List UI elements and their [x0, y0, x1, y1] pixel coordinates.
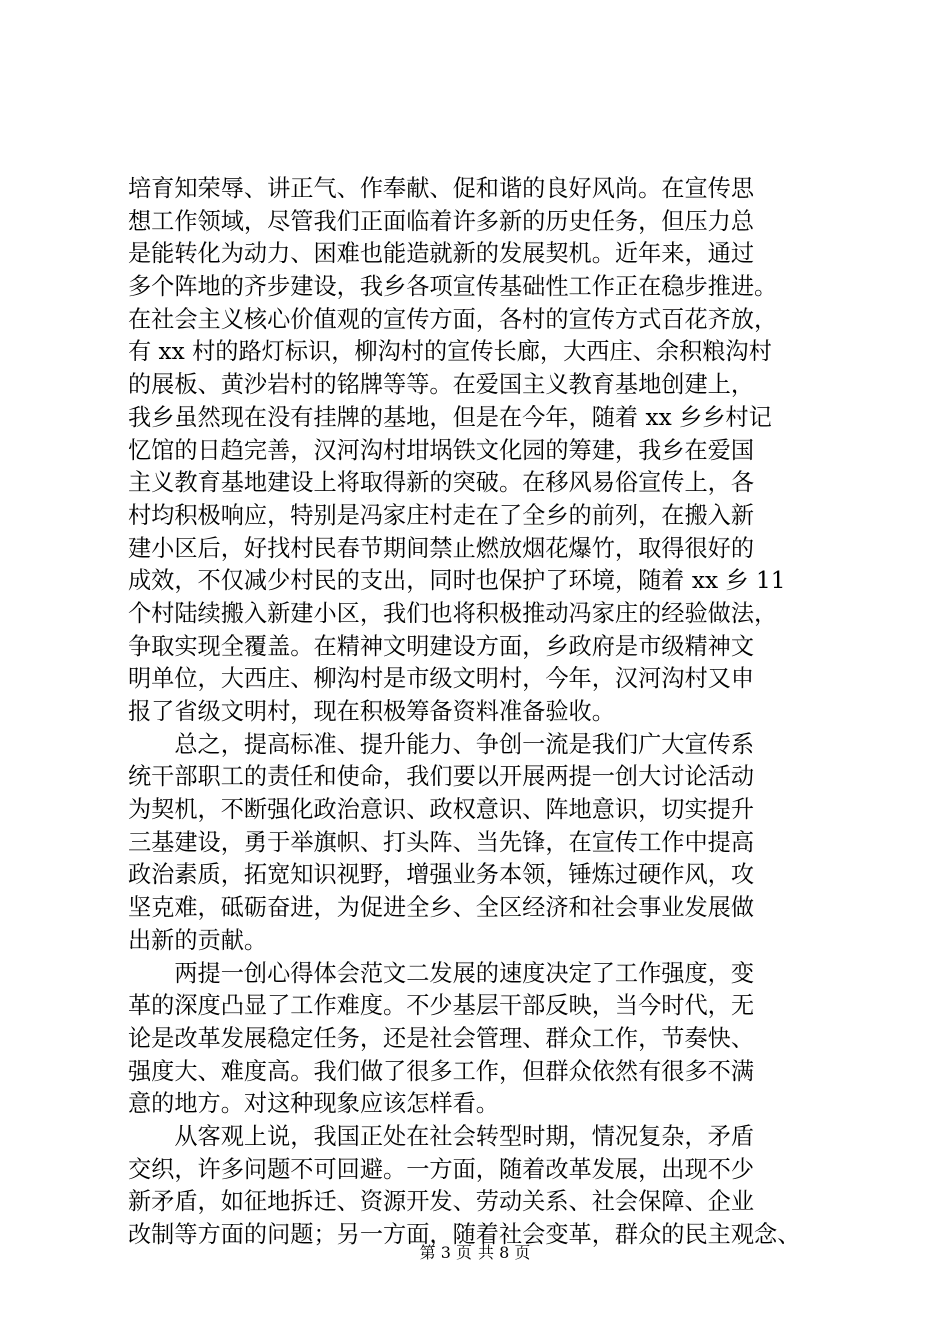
- text-line: 是能转化为动力、困难也能造就新的发展契机。近年来，通过: [128, 240, 755, 268]
- text-line: 交织，许多问题不可回避。一方面，随着改革发展，出现不少: [128, 1155, 755, 1183]
- text-line: 出新的贡献。: [128, 926, 268, 954]
- text-line: 报了省级文明村，现在积极筹备资料准备验收。: [128, 698, 615, 725]
- document-body: [128, 173, 848, 1252]
- text-line: 我乡虽然现在没有挂牌的基地，但是在今年，随着 xx 乡乡村记: [128, 403, 772, 431]
- text-line: 明单位，大西庄、柳沟村是市级文明村，今年，汉河沟村又申: [128, 665, 755, 693]
- text-line: 村均积极响应，特别是冯家庄村走在了全乡的前列，在搬入新: [128, 501, 755, 529]
- page-footer: [0, 1243, 950, 1263]
- page-number: 第 3 页: [419, 1243, 472, 1262]
- text-line: 坚克难，砥砺奋进，为促进全乡、全区经济和社会事业发展做: [128, 894, 755, 922]
- text-line: 意的地方。对这种现象应该怎样看。: [128, 1090, 499, 1118]
- text-line: 政治素质，拓宽知识视野，增强业务本领，锤炼过硬作风，攻: [128, 861, 755, 889]
- page-total: 共 8 页: [478, 1243, 531, 1262]
- text-line: 从客观上说，我国正处在社会转型时期，情况复杂，矛盾: [128, 1122, 755, 1150]
- text-line: 培育知荣辱、讲正气、作奉献、促和谐的良好风尚。在宣传思: [128, 175, 755, 202]
- text-line: 强度大、难度高。我们做了很多工作，但群众依然有很多不满: [128, 1057, 755, 1085]
- text-line: 论是改革发展稳定任务，还是社会管理、群众工作，节奏快、: [128, 1024, 755, 1052]
- text-line: 个村陆续搬入新建小区，我们也将积极推动冯家庄的经验做法，: [128, 599, 778, 627]
- text-line: 为契机，不断强化政治意识、政权意识、阵地意识，切实提升: [128, 796, 755, 824]
- text-line: 总之，提高标准、提升能力、争创一流是我们广大宣传系: [128, 730, 755, 758]
- text-line: 想工作领域，尽管我们正面临着许多新的历史任务，但压力总: [128, 207, 755, 235]
- text-line: 多个阵地的齐步建设，我乡各项宣传基础性工作正在稳步推进。: [128, 273, 778, 301]
- text-line: 成效，不仅减少村民的支出，同时也保护了环境，随着 xx 乡 11: [128, 567, 786, 595]
- text-line: 统干部职工的责任和使命，我们要以开展两提一创大讨论活动: [128, 763, 755, 791]
- text-line: 的展板、黄沙岩村的铭牌等等。在爱国主义教育基地创建上，: [128, 371, 755, 399]
- text-line: 忆馆的日趋完善，汉河沟村坩埚铁文化园的筹建，我乡在爱国: [128, 436, 755, 464]
- text-line: 革的深度凸显了工作难度。不少基层干部反映，当今时代，无: [128, 992, 755, 1020]
- text-line: 建小区后，好找村民春节期间禁止燃放烟花爆竹，取得很好的: [128, 534, 755, 562]
- text-line: 两提一创心得体会范文二发展的速度决定了工作强度，变: [128, 959, 755, 987]
- text-line: 有 xx 村的路灯标识，柳沟村的宣传长廊，大西庄、余积粮沟村: [128, 338, 772, 366]
- text-line: 争取实现全覆盖。在精神文明建设方面，乡政府是市级精神文: [128, 632, 755, 660]
- text-line: 三基建设，勇于举旗帜、打头阵、当先锋，在宣传工作中提高: [128, 828, 755, 856]
- text-line: 主义教育基地建设上将取得新的突破。在移风易俗宣传上，各: [128, 469, 755, 497]
- text-line: 新矛盾，如征地拆迁、资源开发、劳动关系、社会保障、企业: [128, 1188, 755, 1216]
- text-line: 在社会主义核心价值观的宣传方面，各村的宣传方式百花齐放，: [128, 305, 778, 333]
- text-line: 改制等方面的问题；另一方面，随着社会变革，群众的民主观念、: [128, 1221, 801, 1248]
